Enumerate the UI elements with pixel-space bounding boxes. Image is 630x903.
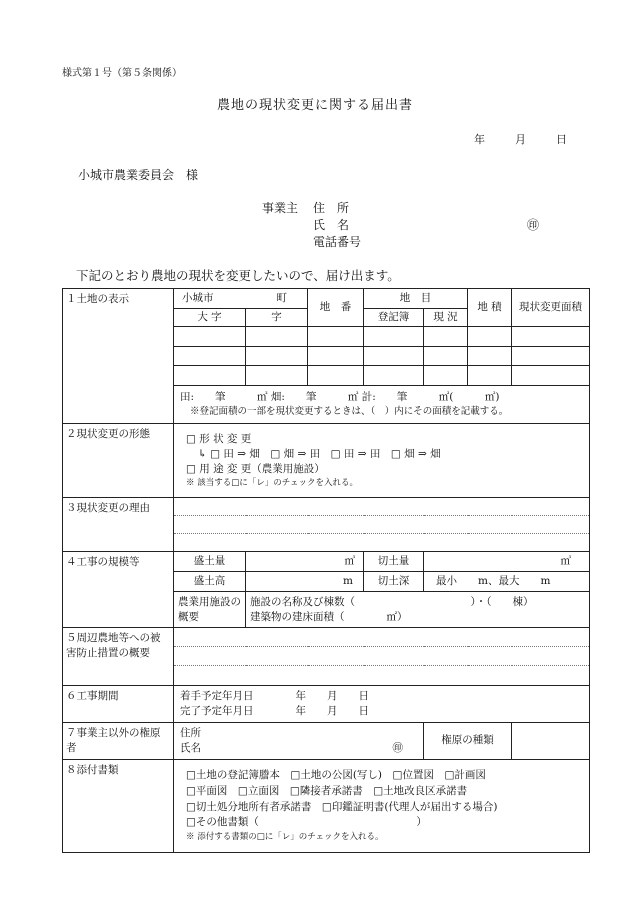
- land-row-3-lot[interactable]: [308, 366, 364, 386]
- attachments-body: [174, 760, 590, 853]
- reason-line-3[interactable]: [174, 534, 590, 552]
- notification-form-table: [62, 288, 590, 853]
- fill-height-unit[interactable]: m: [246, 572, 364, 592]
- land-row-2-registry[interactable]: [364, 347, 424, 366]
- section2-label: ２現状変更の形態: [63, 424, 174, 498]
- facility-body: [246, 592, 590, 628]
- land-totals-cell: [174, 386, 590, 424]
- section2-body: [174, 424, 590, 498]
- land-row-3-oaza[interactable]: [174, 366, 246, 386]
- right-type-value[interactable]: [512, 723, 590, 760]
- land-row-2-aza[interactable]: [246, 347, 308, 366]
- reason-line-2[interactable]: [174, 516, 590, 534]
- fill-amount-unit[interactable]: ㎥: [246, 552, 364, 572]
- town-label: 町: [276, 291, 287, 304]
- reason-line-1[interactable]: [174, 498, 590, 516]
- land-row-3-area[interactable]: [468, 366, 512, 386]
- start-date[interactable]: 着手予定年月日 年 月 日: [180, 690, 369, 703]
- intro-text: 下記のとおり農地の現状を変更したいので、届け出ます。: [76, 268, 400, 283]
- address-label: 住 所: [313, 201, 350, 215]
- lot-number-header: 地 番: [308, 289, 364, 327]
- date-day: 日: [556, 133, 567, 146]
- land-row-1-oaza[interactable]: [174, 327, 246, 347]
- current-header: 現 況: [424, 309, 468, 327]
- period-body: [174, 686, 590, 723]
- facility-name-count[interactable]: 施設の名称及び棟数（ ）・（ 棟）: [250, 595, 534, 608]
- right-type-label: 権原の種類: [424, 723, 512, 760]
- section2-note: ※ 該当する□に「レ」のチェックを入れる。: [186, 478, 358, 489]
- rights-holder-seal: ㊞: [392, 742, 403, 754]
- date-month: 月: [515, 133, 526, 146]
- registry-header: 登記簿: [364, 309, 424, 327]
- land-row-2-lot[interactable]: [308, 347, 364, 366]
- section4-label: ４工事の規模等: [63, 552, 174, 628]
- applicant-label: 事業主: [262, 201, 299, 215]
- phone-label: 電話番号: [313, 235, 362, 249]
- rights-holder-name: [180, 741, 417, 756]
- prevention-line-2[interactable]: [174, 647, 590, 666]
- facility-floor-area[interactable]: 建築物の建床面積（ ㎡）: [250, 610, 408, 623]
- page-title: 農地の現状変更に関する届出書: [216, 98, 413, 113]
- shape-change-conversions[interactable]: □ 田 ⇒ 畑 □ 畑 ⇒ 田 □ 田 ⇒ 田 □ 畑 ⇒ 畑: [210, 447, 441, 460]
- land-row-2-current[interactable]: [424, 347, 468, 366]
- cut-amount-unit[interactable]: ㎥: [424, 552, 590, 572]
- land-row-3-current[interactable]: [424, 366, 468, 386]
- form-number: 様式第１号（第５条関係）: [62, 68, 182, 79]
- rights-holder-cell: [174, 723, 424, 760]
- cut-amount-label: 切土量: [364, 552, 424, 572]
- land-row-1-lot[interactable]: [308, 327, 364, 347]
- name-label: 氏 名: [313, 218, 350, 232]
- area-header: 地 積: [468, 289, 512, 327]
- prevention-line-1[interactable]: [174, 628, 590, 647]
- cut-depth-range[interactable]: 最小 m、最大 m: [424, 572, 590, 592]
- facility-label: 農業用施設の概要: [174, 592, 246, 628]
- section5-label: ５周辺農地等への被害防止措置の概要: [63, 628, 174, 686]
- attachments-note: ※ 添付する書類の□に「レ」のチェックを入れる。: [186, 832, 384, 843]
- aza-header: 字: [246, 309, 308, 327]
- attachments-line-4[interactable]: □その他書類（ ）: [186, 816, 427, 829]
- attachments-line-3[interactable]: □切土処分地所有者承諾書 □印鑑証明書(代理人が届出する場合): [186, 800, 498, 813]
- fill-height-label: 盛土高: [174, 572, 246, 592]
- land-row-1-changed[interactable]: [512, 327, 590, 347]
- land-category-header: 地 目: [364, 289, 468, 309]
- city-town-cell: [174, 289, 308, 309]
- land-row-1-area[interactable]: [468, 327, 512, 347]
- section1-label: １土地の表示: [63, 289, 174, 424]
- prevention-line-3[interactable]: [174, 666, 590, 686]
- city-label: 小城市: [182, 291, 214, 304]
- shape-change-suboptions: [186, 447, 577, 462]
- land-row-3-changed[interactable]: [512, 366, 590, 386]
- changed-area-header: 現状変更面積: [512, 289, 590, 327]
- land-row-1-current[interactable]: [424, 327, 468, 347]
- land-row-1-aza[interactable]: [246, 327, 308, 347]
- attachments-line-1[interactable]: □土地の登記簿謄本 □土地の公図(写し) □位置図 □計画図: [186, 769, 486, 782]
- section6-label: ６工事期間: [63, 686, 174, 723]
- land-row-3-registry[interactable]: [364, 366, 424, 386]
- fill-amount-label: 盛土量: [174, 552, 246, 572]
- section3-label: ３現状変更の理由: [63, 498, 174, 552]
- date-year: 年: [474, 133, 485, 146]
- branch-arrow-icon: ↳: [198, 447, 207, 460]
- land-row-2-oaza[interactable]: [174, 347, 246, 366]
- land-row-3-aza[interactable]: [246, 366, 308, 386]
- shape-change-option[interactable]: □ 形 状 変 更: [186, 432, 252, 445]
- section8-label: ８添付書類: [63, 760, 174, 853]
- land-area-note: ※登記面積の一部を現状変更するときは、（ ）内にその面積を記載する。: [190, 406, 509, 418]
- land-row-2-changed[interactable]: [512, 347, 590, 366]
- section7-label: ７事業主以外の権原者: [63, 723, 174, 760]
- cut-depth-label: 切土深: [364, 572, 424, 592]
- use-change-option[interactable]: □ 用 途 変 更（農業用施設）: [186, 462, 325, 475]
- end-date[interactable]: 完了予定年月日 年 月 日: [180, 705, 369, 717]
- oaza-header: 大 字: [174, 309, 246, 327]
- land-row-2-area[interactable]: [468, 347, 512, 366]
- addressee: 小城市農業委員会 様: [78, 168, 199, 182]
- land-totals: 田: 筆 ㎡ 畑: 筆 ㎡ 計: 筆 ㎡( ㎡): [180, 390, 500, 403]
- attachments-line-2[interactable]: □平面図 □立面図 □隣接者承諾書 □土地改良区承諾書: [186, 784, 468, 797]
- land-row-1-registry[interactable]: [364, 327, 424, 347]
- seal-mark: ㊞: [527, 218, 540, 232]
- rights-holder-name-label[interactable]: 氏名: [180, 742, 201, 754]
- rights-holder-address[interactable]: 住所: [180, 727, 201, 740]
